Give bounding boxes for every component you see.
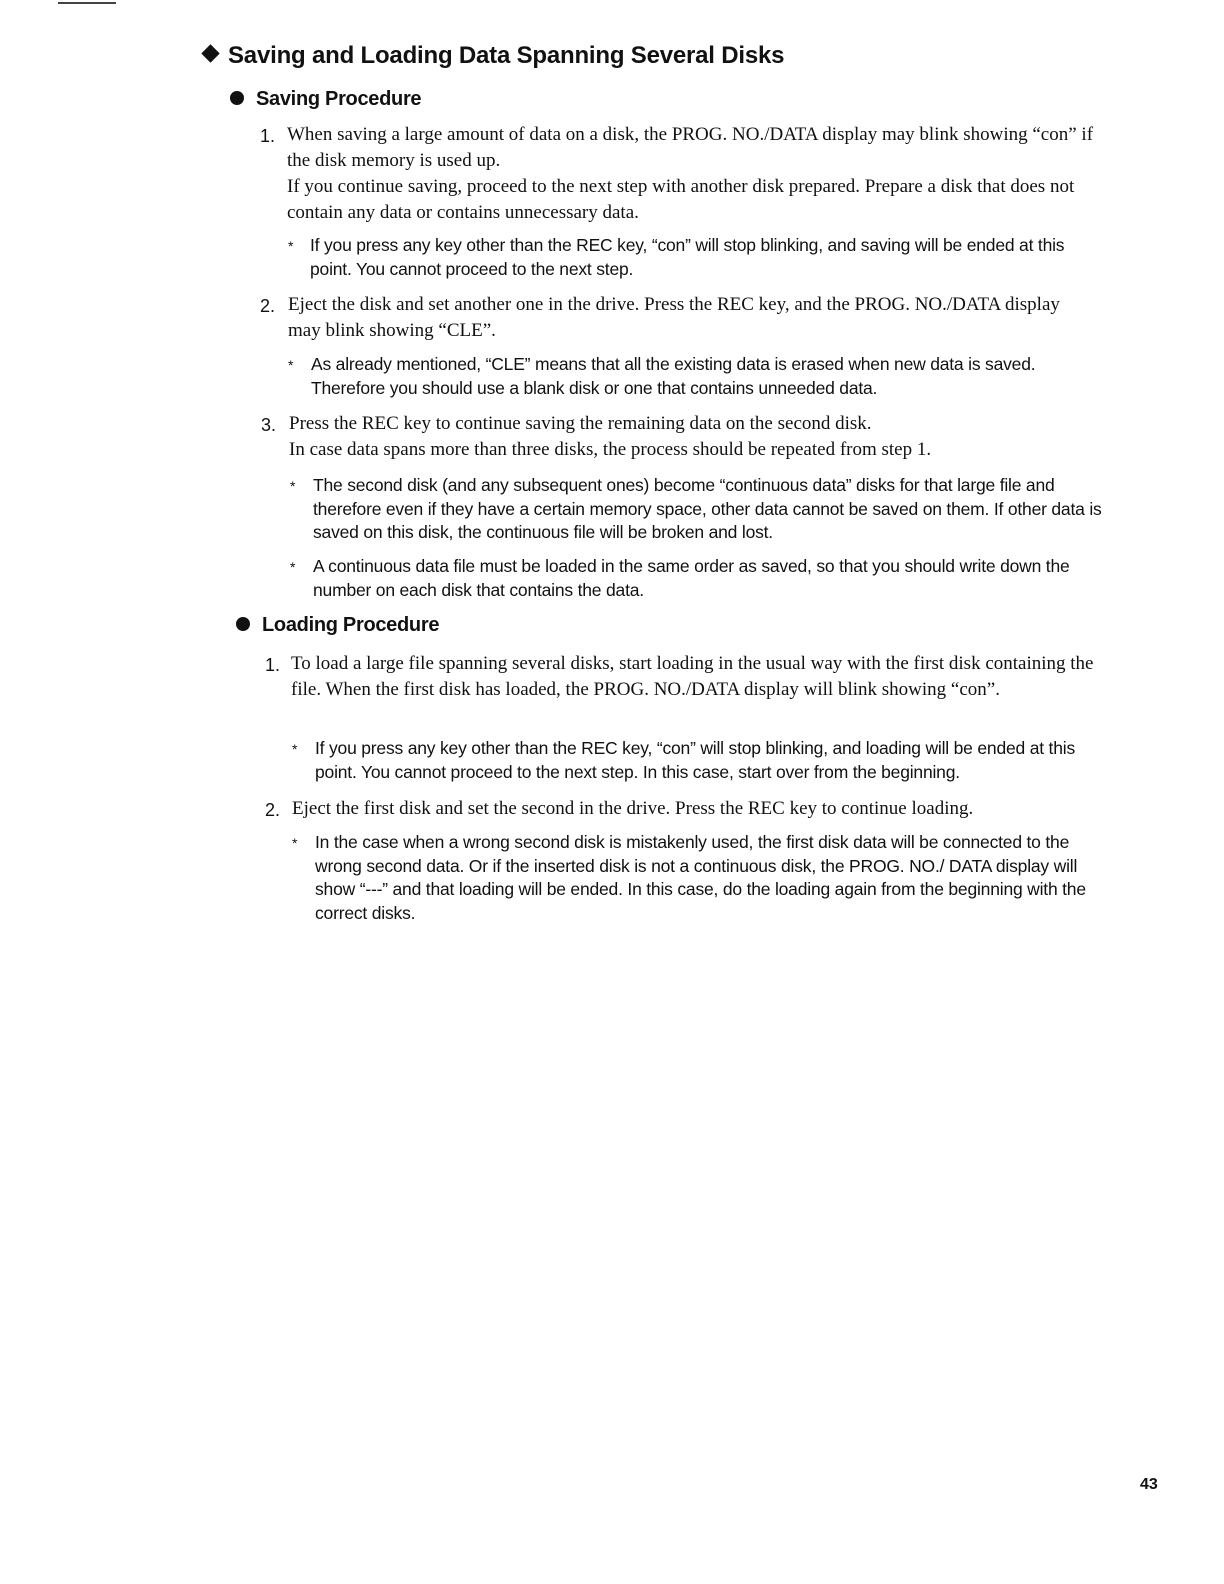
saving-step-1-note: If you press any key other than the REC key, “con” will stop blinking, and saving will be ended at this point. You cannot proceed to the next step. [310, 235, 1065, 279]
saving-heading-text: Saving Procedure [256, 88, 422, 110]
page-number: 43 [1140, 1476, 1158, 1493]
round-bullet-icon [230, 91, 244, 105]
saving-step-3-number: 3. [261, 415, 277, 435]
header-rule [58, 2, 116, 4]
saving-step-1-line-1: When saving a large amount of data on a disk, the PROG. NO./DATA display may blink showing “con” if the disk memory is used up. [287, 124, 1094, 171]
section-heading [202, 42, 784, 70]
saving-step-3-line-1: Press the REC key to continue saving the remaining data on the second disk. [289, 413, 872, 434]
saving-step-1-number: 1. [260, 126, 276, 146]
saving-step-2-text [288, 292, 1096, 344]
loading-heading-text: Loading Procedure [262, 614, 440, 636]
loading-step-1-text [291, 651, 1099, 703]
saving-step-1-text [287, 122, 1095, 226]
saving-step-3-text [289, 411, 1097, 463]
saving-step-1-line-2: If you continue saving, proceed to the next step with another disk prepared. Prepare a disk that does not contain any data or contains unnecessary data. [287, 176, 1075, 223]
loading-step-1-note: If you press any key other than the REC key, “con” will stop blinking, and loading will be ended at this point. You cannot proceed to the next step. In this case, start over from the beginning. [315, 738, 1075, 782]
note-asterisk: * [290, 478, 296, 494]
note-asterisk: * [290, 559, 296, 575]
loading-step-2-text [292, 796, 1100, 822]
note-asterisk: * [288, 357, 294, 373]
saving-procedure-heading [230, 88, 421, 111]
note-asterisk: * [292, 835, 298, 851]
saving-step-3-line-2: In case data spans more than three disks, the process should be repeated from step 1. [289, 439, 932, 460]
diamond-bullet-icon [201, 44, 219, 62]
saving-step-3-note-2: A continuous data file must be loaded in the same order as saved, so that you should write down the number on each disk that contains the data. [313, 556, 1070, 600]
saving-step-2-line-1: Eject the disk and set another one in the drive. Press the REC key, and the PROG. NO./DATA display may blink showing “CLE”. [288, 294, 1060, 341]
note-asterisk: * [292, 741, 298, 757]
loading-procedure-heading [236, 614, 439, 637]
loading-step-2-note: In the case when a wrong second disk is mistakenly used, the first disk data will be connected to the wrong second data. Or if the inserted disk is not a continuous disk, the PROG. NO./ DATA display will show “---” and that loading will be ended. In this case, do the loading again from the beginning with the correct disks. [315, 832, 1086, 923]
loading-step-2-line-1: Eject the first disk and set the second in the drive. Press the REC key to continue loading. [292, 798, 974, 819]
saving-step-2-number: 2. [260, 296, 276, 316]
loading-step-1-line-1: To load a large file spanning several disks, start loading in the usual way with the first disk containing the file. When the first disk has loaded, the PROG. NO./DATA display will blink showing “con”. [291, 653, 1094, 700]
saving-step-2-note: As already mentioned, “CLE” means that all the existing data is erased when new data is saved. Therefore you should use a blank disk or one that contains unneeded data. [311, 354, 1036, 398]
section-title: Saving and Loading Data Spanning Several Disks [228, 42, 785, 69]
loading-step-2-number: 2. [265, 800, 281, 820]
saving-step-3-note-1: The second disk (and any subsequent ones) become “continuous data” disks for that large file and therefore even if they have a certain memory space, other data cannot be saved on them. If other data is saved on this disk, the continuous file will be broken and lost. [313, 475, 1102, 542]
note-asterisk: * [288, 238, 294, 254]
loading-step-1-number: 1. [265, 655, 281, 675]
round-bullet-icon [236, 617, 250, 631]
